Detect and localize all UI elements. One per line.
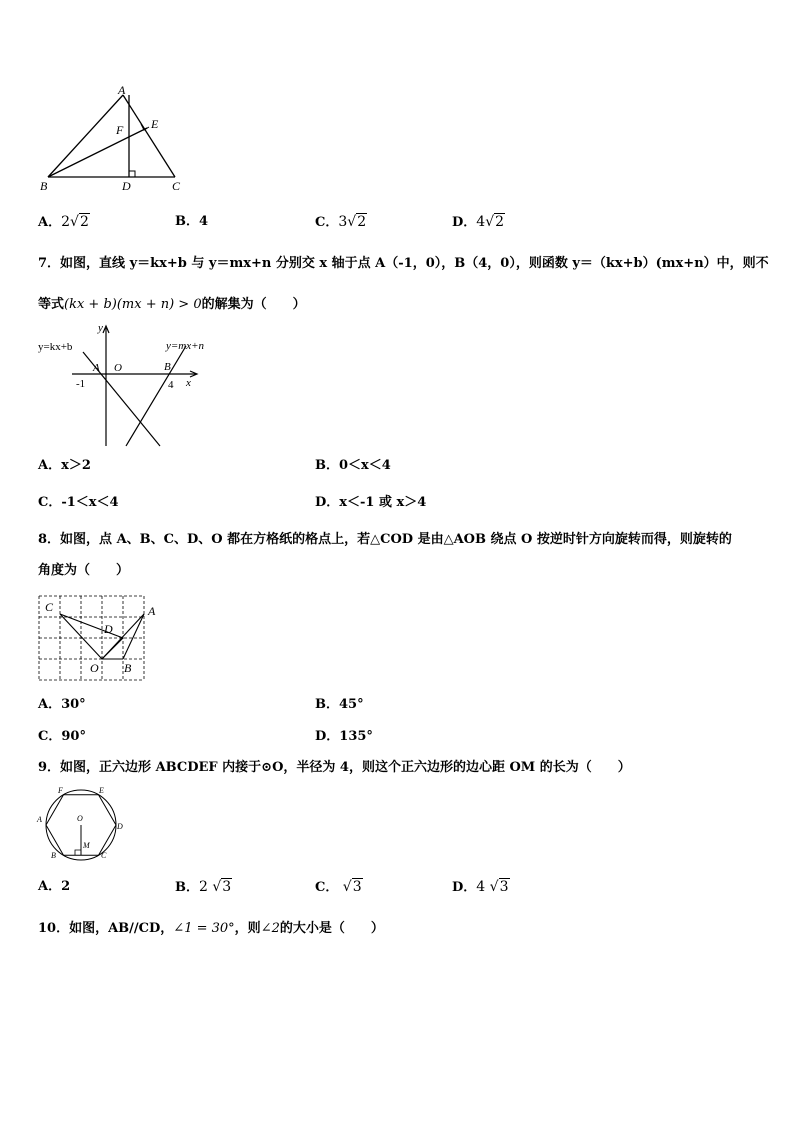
q8-grid-figure <box>36 594 166 684</box>
label-A: A <box>118 84 126 97</box>
hex-label-E: E <box>99 786 104 795</box>
label-D: D <box>122 179 131 193</box>
q8-question-line1: 8．如图，点 A、B、C、D、O 都在方格纸的格点上，若△COD 是由△AOB 绕点 O 按逆时针方向旋转而得，则旋转的 <box>38 532 732 547</box>
hex-label-D: D <box>117 822 123 831</box>
q9-option-c[interactable]: C． √3 <box>315 879 362 895</box>
q9-hexagon-figure <box>34 784 134 864</box>
origin-O-label: O <box>114 362 122 374</box>
grid-label-C: C <box>45 600 54 614</box>
q6-option-d[interactable]: D．4√2 <box>452 214 505 230</box>
q8-option-c[interactable]: C．90° <box>38 729 86 744</box>
q10-question-line1: 10．如图，AB//CD，∠1 = 30°，则∠2的大小是（ ） <box>38 921 384 936</box>
hex-label-B: B <box>51 851 56 860</box>
q7-graph-figure <box>36 322 226 450</box>
q6-option-c[interactable]: C．3√2 <box>315 214 367 230</box>
y-axis-label: y <box>98 322 103 334</box>
q7-option-a[interactable]: A．x＞2 <box>38 458 91 473</box>
label-F: F <box>116 123 124 137</box>
q6-option-a[interactable]: A．2√2 <box>38 214 89 230</box>
q8-option-b[interactable]: B．45° <box>315 697 364 712</box>
tick-minus1: -1 <box>76 378 86 390</box>
line-kx-label: y=kx+b <box>38 341 73 353</box>
q7-option-b[interactable]: B．0＜x＜4 <box>315 458 391 473</box>
label-C: C <box>172 179 181 193</box>
q9-option-a[interactable]: A．2 <box>38 879 71 894</box>
grid-label-B: B <box>124 661 132 675</box>
q7-option-c[interactable]: C．-1＜x＜4 <box>38 495 119 510</box>
line-mx-label: y=mx+n <box>166 340 205 352</box>
q8-question-line2: 角度为（ ） <box>38 563 130 578</box>
q8-option-a[interactable]: A．30° <box>38 697 86 712</box>
point-A-label: A <box>93 362 100 374</box>
q7-question-line2: 等式(kx + b)(mx + n) > 0的解集为（ ） <box>38 297 306 312</box>
hex-label-A: A <box>37 815 42 824</box>
point-B-label: B <box>164 361 171 373</box>
tick-4: 4 <box>168 379 174 391</box>
grid-label-A: A <box>148 604 156 618</box>
hex-label-O: O <box>77 814 83 823</box>
hex-label-C: C <box>101 851 107 860</box>
q9-option-d[interactable]: D．4 √3 <box>452 879 509 895</box>
hex-label-F: F <box>58 786 63 795</box>
q6-option-b[interactable]: B．4 <box>175 214 209 229</box>
grid-label-O: O <box>90 661 99 675</box>
q7-option-d[interactable]: D．x＜-1 或 x＞4 <box>315 495 427 510</box>
q7-question-line1: 7．如图，直线 y＝kx+b 与 y＝mx+n 分别交 x 轴于点 A（-1，0），B（4，0），则函数 y＝（kx+b）(mx+n）中，则不 <box>38 256 769 271</box>
label-B: B <box>40 179 48 193</box>
hex-label-M: M <box>83 841 90 850</box>
grid-label-D: D <box>104 622 113 636</box>
triangle-figure <box>30 84 200 196</box>
q9-option-b[interactable]: B．2 √3 <box>175 879 232 895</box>
x-axis-label: x <box>186 377 191 389</box>
q8-option-d[interactable]: D．135° <box>315 729 373 744</box>
q9-question-line1: 9．如图，正六边形 ABCDEF 内接于⊙O，半径为 4，则这个正六边形的边心距 OM 的长为（ ） <box>38 760 631 775</box>
label-E: E <box>151 117 159 131</box>
